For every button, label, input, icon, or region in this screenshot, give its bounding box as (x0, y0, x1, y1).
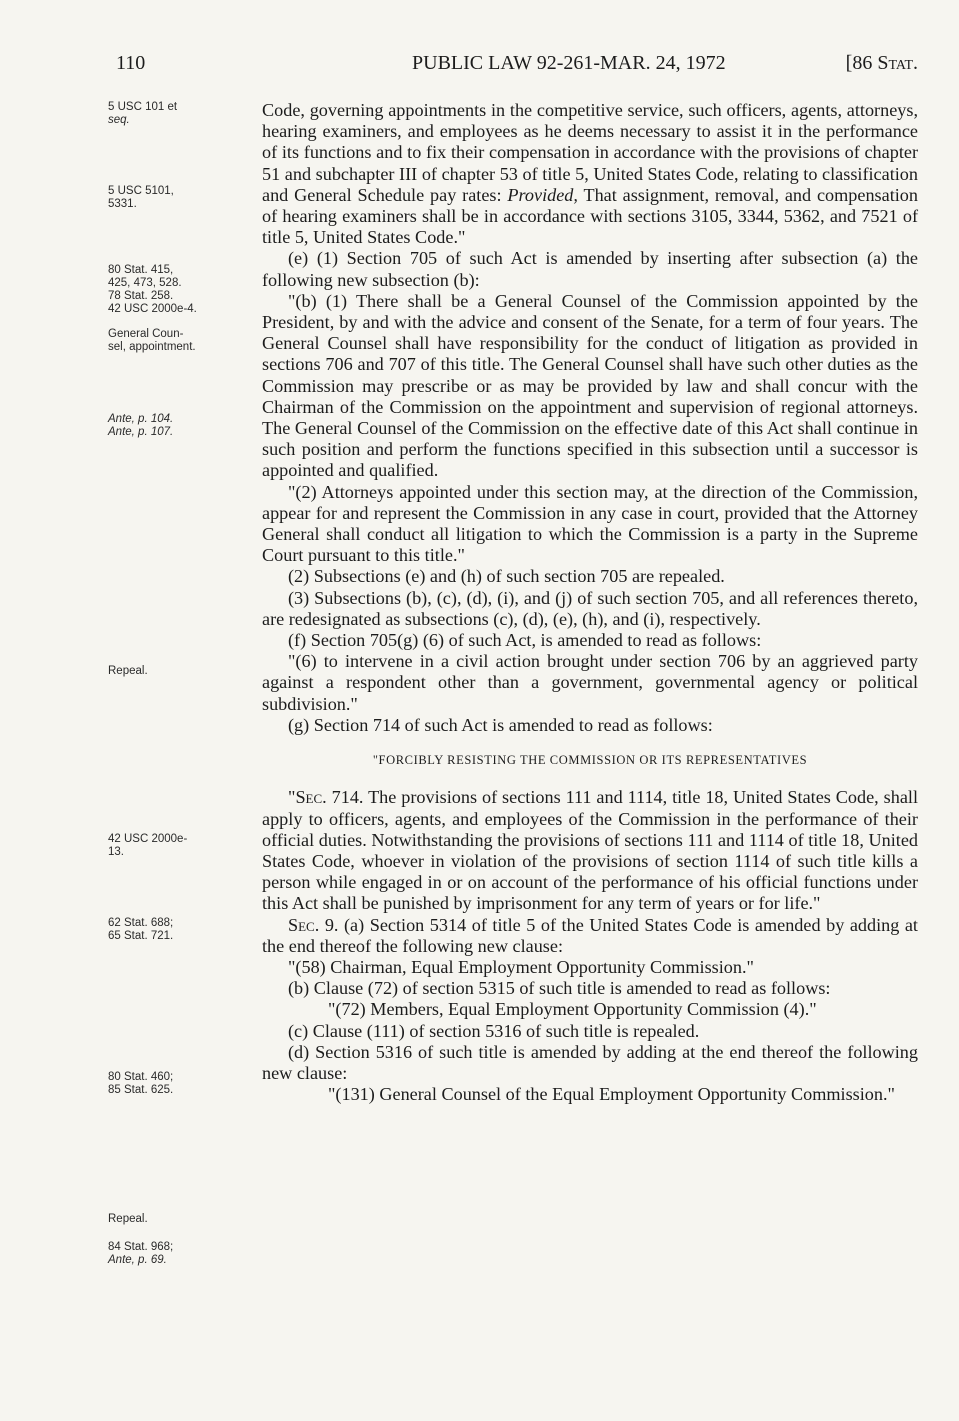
margin-note-8 (108, 917, 248, 943)
margin-note-7-line1: 42 USC 2000e- (108, 833, 188, 845)
provided-term: Provided, (507, 184, 578, 205)
paragraph-6: (3) Subsections (b), (c), (d), (i), and (j) of such section 705, and all references thereto, are redesignated as subsections (c), (d), (e), (h), and (i), respectively. (262, 587, 918, 629)
margin-note-5-line2: Ante, p. 107. (108, 426, 174, 438)
margin-note-3-line3: 78 Stat. 258. (108, 290, 174, 302)
page-number: 110 (116, 52, 146, 74)
margin-note-2-line2: 5331. (108, 198, 137, 210)
margin-note-6 (108, 665, 248, 678)
paragraph-12: "(58) Chairman, Equal Employment Opportunity Commission." (288, 956, 754, 977)
paragraph-11-text: 9. (a) Section 5314 of title 5 of the United States Code is amended by adding at the end thereof the following new clause: (262, 914, 918, 956)
margin-note-5-line1: Ante, p. 104. (108, 413, 174, 425)
margin-note-9-line1: 80 Stat. 460; (108, 1071, 174, 1083)
margin-note-9 (108, 1071, 248, 1097)
margin-note-8-line1: 62 Stat. 688; (108, 917, 174, 929)
page-header (116, 52, 918, 82)
paragraph-2: (e) (1) Section 705 of such Act is amended by inserting after subsection (a) the following new subsection (b): (262, 248, 918, 290)
stat-bracket: [86 (845, 52, 878, 74)
body-text (262, 100, 918, 1105)
paragraph-9: (g) Section 714 of such Act is amended to read as follows: (288, 714, 713, 735)
margin-note-8-line2: 65 Stat. 721. (108, 930, 174, 942)
margin-note-11-line1: 84 Stat. 968; (108, 1241, 174, 1253)
margin-note-4 (108, 328, 248, 354)
statute-reference (846, 52, 918, 75)
margin-note-9-line2: 85 Stat. 625. (108, 1084, 174, 1096)
margin-note-3-line4: 42 USC 2000e-4. (108, 303, 197, 315)
margin-note-3-line2: 425, 473, 528. (108, 277, 182, 289)
margin-note-3-line1: 80 Stat. 415, (108, 264, 174, 276)
paragraph-1 (262, 100, 918, 248)
margin-note-1 (108, 101, 248, 127)
paragraph-16: (d) Section 5316 of such title is amended by adding at the end thereof the following new clause: (262, 1041, 918, 1083)
paragraph-5: (2) Subsections (e) and (h) of such section 705 are repealed. (288, 566, 725, 587)
paragraph-11 (262, 915, 918, 957)
paragraph-8: "(6) to intervene in a civil action brought under section 706 by an aggrieved party against a respondent other than a government, governmental agency or political subdivision." (262, 651, 918, 714)
section-heading: "FORCIBLY RESISTING THE COMMISSION OR ITS REPRESENTATIVES (372, 753, 808, 768)
margin-note-2-line1: 5 USC 5101, (108, 185, 174, 197)
margin-note-2 (108, 185, 248, 211)
margin-note-10-line1: Repeal. (108, 1213, 148, 1225)
margin-note-1-line1: 5 USC 101 et (108, 101, 178, 113)
margin-note-1-line2: seq. (108, 114, 130, 126)
margin-note-7-line2: 13. (108, 846, 124, 858)
margin-note-4-line2: sel, appointment. (108, 341, 196, 353)
margin-note-10 (108, 1213, 248, 1226)
section-label-714: Sec. (295, 787, 327, 808)
paragraph-17: "(131) General Counsel of the Equal Employment Opportunity Commission." (328, 1084, 895, 1105)
margin-note-3 (108, 264, 248, 316)
page-title: PUBLIC LAW 92-261-MAR. 24, 1972 (412, 52, 726, 74)
paragraph-13: (b) Clause (72) of section 5315 of such title is amended to read as follows: (288, 978, 831, 999)
margin-note-11 (108, 1241, 248, 1267)
paragraph-10-quote: " (288, 787, 296, 808)
margin-note-11-line2: Ante, p. 69. (108, 1254, 167, 1266)
paragraph-4: "(2) Attorneys appointed under this section may, at the direction of the Commission, appear for and represent the Commission in any case in court, provided that the Attorney General shall conduct all litigation to which the Commission is a party in the Supreme Court pursuant to this title." (262, 481, 918, 566)
paragraph-7: (f) Section 705(g) (6) of such Act, is amended to read as follows: (288, 630, 762, 651)
stat-label: Stat. (877, 52, 918, 74)
margin-note-7 (108, 833, 248, 859)
paragraph-15: (c) Clause (111) of section 5316 of such title is repealed. (288, 1020, 700, 1041)
margin-note-6-line1: Repeal. (108, 665, 148, 677)
paragraph-10-text: 714. The provisions of sections 111 and 1114, title 18, United States Code, shall apply to officers, agents, and employees of the Commission in the performance of their official duties. Notwithstanding the provisions of sections 111 and 1114 of title 18, United States Code, whoever in violation of the provisions of section 1114 of such title kills a person while engaged in or on account of the performance of his official functions under this Act shall be punished by imprisonment for any term of years or for life." (262, 787, 918, 914)
paragraph-10 (262, 787, 918, 914)
paragraph-1-part-b: That assignment, removal, and compensation of hearing examiners shall be in accordance with sections 3105, 3344, 5362, and 7521 of title 5, United States Code." (262, 184, 918, 248)
section-label-9: Sec. (288, 914, 320, 935)
margin-note-5 (108, 413, 248, 439)
paragraph-1-part-a: Code, governing appointments in the competitive service, such officers, agents, attorneys, hearing examiners, and employees as he deems necessary to assist it in the performance of its functions and to fix their compensation in accordance with the provisions of chapter 51 and subchapter III of chapter 53 of title 5, United States Code, relating to classification and General Schedule pay rates: (262, 100, 918, 205)
paragraph-3: "(b) (1) There shall be a General Counsel of the Commission appointed by the President, by and with the advice and consent of the Senate, for a term of four years. The General Counsel shall have responsibility for the conduct of litigation as provided in sections 706 and 707 of this title. The General Counsel shall have such other duties as the Commission may prescribe or as may be provided by law and shall concur with the Chairman of the Commission on the appointment and supervision of regional attorneys. The General Counsel of the Commission on the effective date of this Act shall continue in such position and perform the functions specified in this subsection until a successor is appointed and qualified. (262, 290, 918, 481)
paragraph-14: "(72) Members, Equal Employment Opportunity Commission (4)." (328, 999, 817, 1020)
margin-note-4-line1: General Coun- (108, 328, 184, 340)
